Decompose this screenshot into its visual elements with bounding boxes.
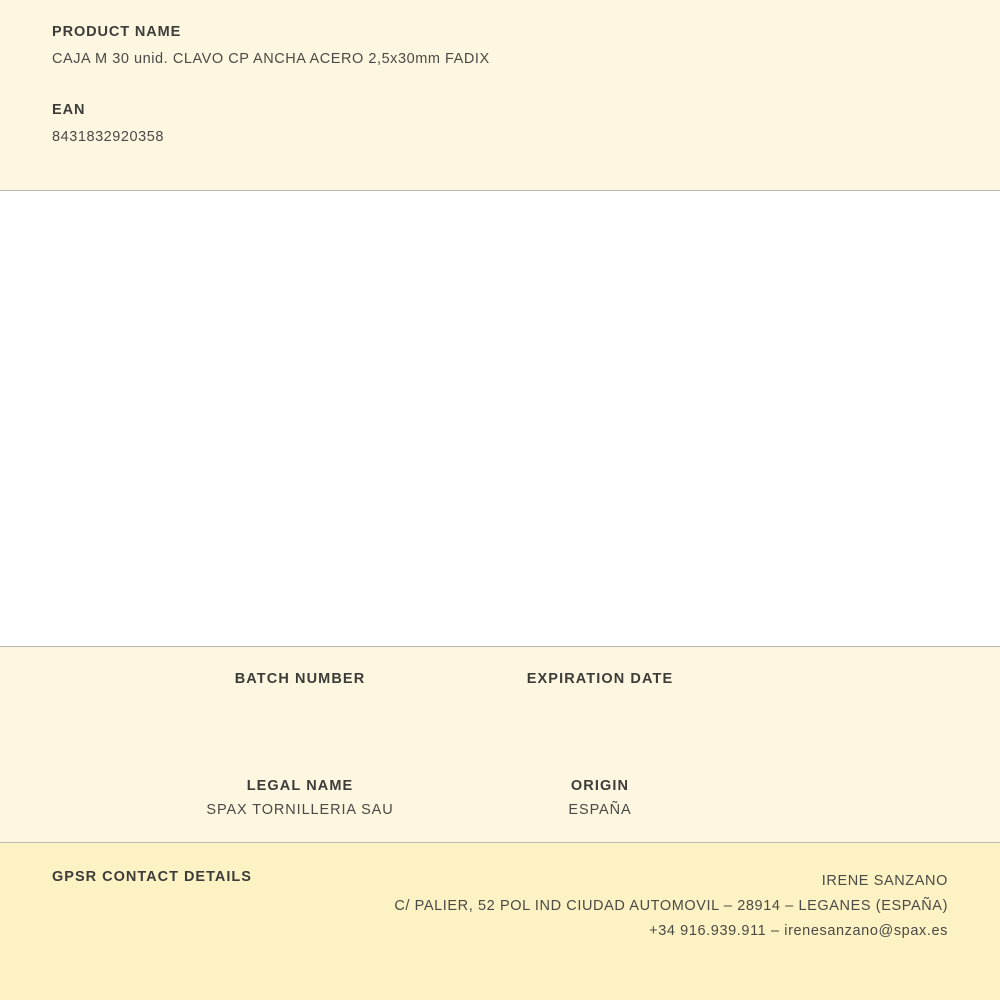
product-details-section <box>0 647 1000 843</box>
gpsr-contact-name: IRENE SANZANO <box>821 873 948 889</box>
gpsr-contact-block <box>394 869 948 944</box>
origin-value: ESPAÑA <box>568 802 632 818</box>
ean-value: 8431832920358 <box>52 129 164 145</box>
ean-group <box>52 102 948 145</box>
legal-origin-row <box>0 778 1000 819</box>
origin-cell <box>450 778 750 819</box>
product-image-area <box>0 191 1000 647</box>
batch-number-label: BATCH NUMBER <box>234 671 366 687</box>
legal-name-cell <box>150 778 450 819</box>
ean-label: EAN <box>52 102 86 118</box>
product-name-group <box>52 24 948 67</box>
gpsr-contact-phone-email: +34 916.939.911 – irenesanzano@spax.es <box>649 923 948 939</box>
gpsr-footer-section <box>0 843 1000 1000</box>
expiration-date-label: EXPIRATION DATE <box>526 671 674 687</box>
batch-number-value <box>150 695 450 712</box>
legal-name-label: LEGAL NAME <box>246 778 354 794</box>
product-name-value: CAJA M 30 unid. CLAVO CP ANCHA ACERO 2,5x30mm FADIX <box>52 51 490 67</box>
product-header-section <box>0 0 1000 191</box>
batch-number-cell <box>150 671 450 712</box>
gpsr-contact-address: C/ PALIER, 52 POL IND CIUDAD AUTOMOVIL – 28914 – LEGANES (ESPAÑA) <box>394 898 948 914</box>
legal-name-value: SPAX TORNILLERIA SAU <box>206 802 394 818</box>
expiration-date-value <box>450 695 750 712</box>
gpsr-contact-label: GPSR CONTACT DETAILS <box>52 869 252 885</box>
batch-expiration-row <box>0 671 1000 712</box>
origin-label: ORIGIN <box>570 778 630 794</box>
expiration-date-cell <box>450 671 750 712</box>
product-name-label: PRODUCT NAME <box>52 24 182 40</box>
